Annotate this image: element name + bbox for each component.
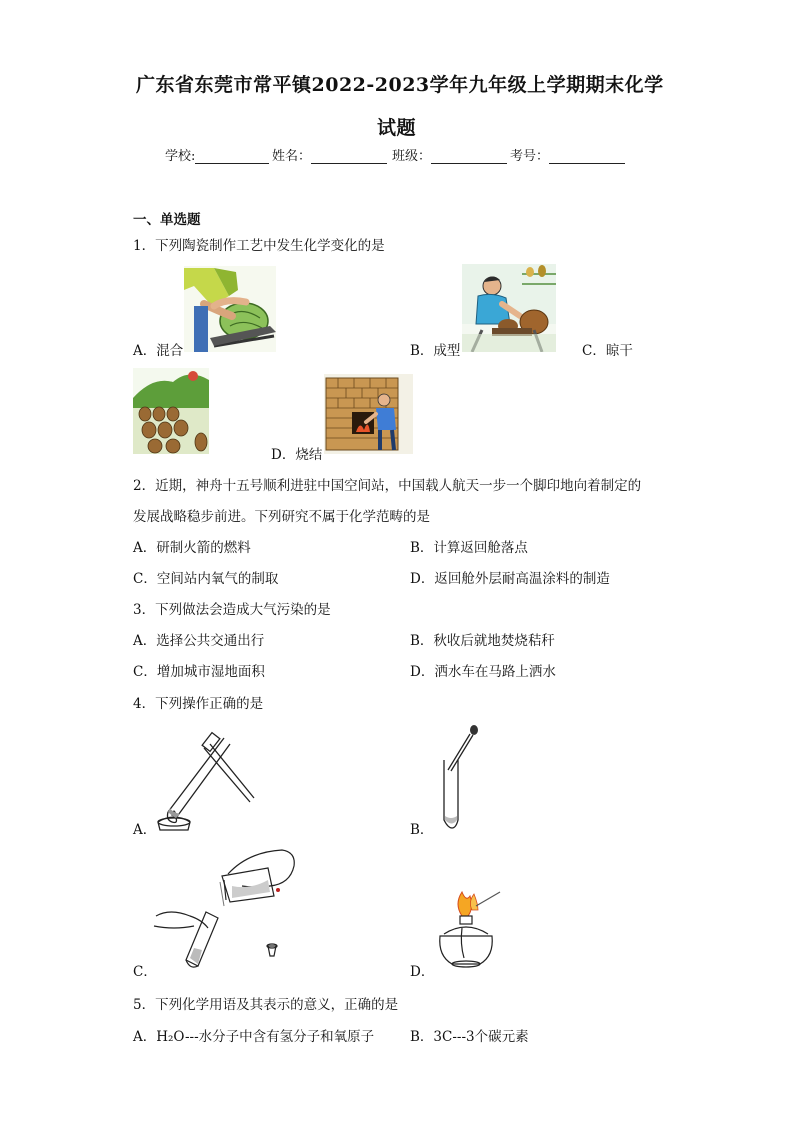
- mixing-illustration: [184, 266, 276, 352]
- page-title-line2: 试题: [377, 117, 417, 139]
- question-1-option-b[interactable]: B．成型: [410, 343, 461, 359]
- question-2-option-c[interactable]: C．空间站内氧气的制取: [133, 571, 279, 587]
- question-1-stem: 1．下列陶瓷制作工艺中发生化学变化的是: [133, 238, 385, 254]
- question-5-option-b[interactable]: B．3C---3个碳元素: [410, 1029, 529, 1045]
- question-2-option-a[interactable]: A．研制火箭的燃料: [133, 540, 251, 556]
- question-2-stem-line1: 2．近期，神舟十五号顺利进驻中国空间站，中国载人航天一步一个脚印地向着制定的: [133, 478, 642, 494]
- question-5-option-a[interactable]: A．H₂O---水分子中含有氢分子和氧原子: [133, 1029, 375, 1045]
- question-1-option-d[interactable]: D．烧结: [271, 447, 323, 463]
- question-3-option-d[interactable]: D．洒水车在马路上洒水: [410, 664, 556, 680]
- question-4-option-a[interactable]: A．: [133, 822, 157, 838]
- heating-test-tube-diagram: [150, 728, 256, 832]
- question-3-option-a[interactable]: A．选择公共交通出行: [133, 633, 265, 649]
- lighting-alcohol-lamp-diagram: [432, 884, 504, 968]
- school-field: [165, 145, 269, 164]
- school-blank[interactable]: [195, 150, 269, 164]
- question-5-stem: 5．下列化学用语及其表示的意义，正确的是: [133, 997, 399, 1013]
- section-title: 一、单选题: [133, 212, 201, 228]
- sintering-illustration: [324, 374, 413, 454]
- question-4-option-d[interactable]: D．: [410, 964, 435, 980]
- question-3-stem: 3．下列做法会造成大气污染的是: [133, 602, 331, 618]
- question-4-option-b[interactable]: B．: [410, 822, 434, 838]
- exam-number-label: 考号：: [510, 149, 550, 164]
- question-1-option-a[interactable]: A．混合: [133, 343, 184, 359]
- question-4-stem: 4．下列操作正确的是: [133, 696, 264, 712]
- question-2-option-d[interactable]: D．返回舱外层耐高温涂料的制造: [410, 571, 610, 587]
- question-3-option-b[interactable]: B．秋收后就地焚烧秸秆: [410, 633, 555, 649]
- page-title-line1: 广东省东莞市常平镇2022-2023学年九年级上学期期末化学: [136, 74, 664, 96]
- class-label: 班级：: [392, 149, 432, 164]
- exam-number-field: [510, 145, 625, 164]
- question-1-option-c[interactable]: C．晾干: [582, 343, 633, 359]
- question-4-option-c[interactable]: C．: [133, 964, 157, 980]
- shaping-illustration: [462, 264, 556, 352]
- dropper-in-test-tube-diagram: [436, 724, 486, 830]
- name-blank[interactable]: [311, 150, 387, 164]
- question-3-option-c[interactable]: C．增加城市湿地面积: [133, 664, 265, 680]
- school-label: 学校:: [165, 149, 196, 164]
- class-field: [392, 145, 507, 164]
- question-2-option-b[interactable]: B．计算返回舱落点: [410, 540, 528, 556]
- pouring-liquid-diagram: [150, 846, 300, 970]
- drying-illustration: [133, 368, 209, 454]
- exam-number-blank[interactable]: [549, 150, 625, 164]
- name-field: [272, 145, 387, 164]
- question-2-stem-line2: 发展战略稳步前进。下列研究不属于化学范畴的是: [133, 509, 430, 525]
- class-blank[interactable]: [431, 150, 507, 164]
- name-label: 姓名：: [272, 149, 312, 164]
